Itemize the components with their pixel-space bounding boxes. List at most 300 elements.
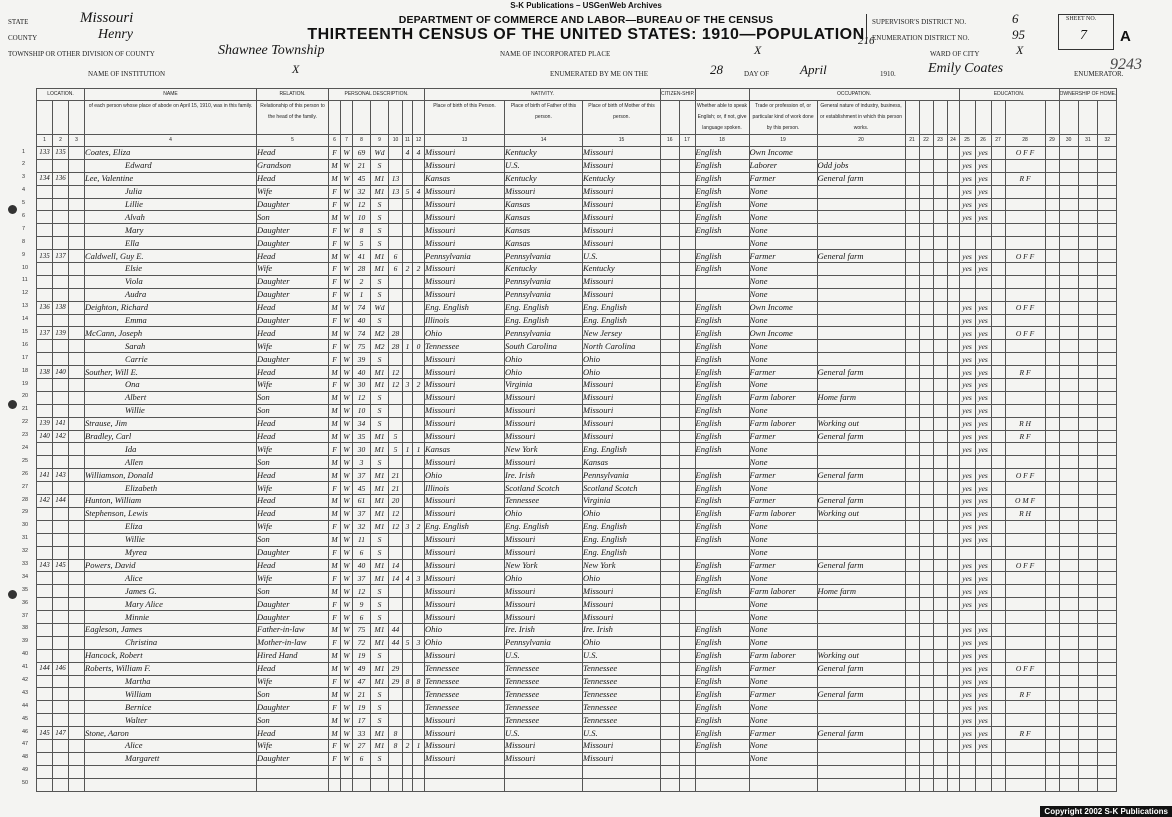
school-cell: [991, 327, 1005, 340]
col-32-cell: [1098, 701, 1117, 714]
age-cell: 49: [353, 662, 371, 675]
age-cell: 11: [353, 533, 371, 546]
mother-birthplace-cell: Tennessee: [583, 675, 661, 688]
col-31-cell: [1078, 327, 1097, 340]
family-number-cell: [53, 611, 69, 624]
school-cell: [991, 765, 1005, 778]
children-born-cell: 3: [403, 520, 413, 533]
col-31-cell: [1078, 546, 1097, 559]
col-24-cell: [947, 778, 959, 791]
can-read-cell: [959, 752, 975, 765]
dwelling-number-cell: [37, 391, 53, 404]
children-born-cell: 1: [403, 443, 413, 456]
marital-status-cell: S: [371, 391, 389, 404]
can-write-cell: yes: [975, 662, 991, 675]
marital-status-cell: M1: [371, 623, 389, 636]
industry-cell: [817, 211, 905, 224]
can-read-cell: yes: [959, 353, 975, 366]
col-24-cell: [947, 198, 959, 211]
trade-cell: None: [749, 275, 817, 288]
person-name-cell: Stephenson, Lewis: [85, 507, 257, 520]
language-cell: English: [695, 340, 749, 353]
children-living-cell: [413, 507, 425, 520]
years-married-cell: [389, 765, 403, 778]
naturalization-cell: [679, 546, 695, 559]
children-born-cell: 8: [403, 675, 413, 688]
language-cell: English: [695, 688, 749, 701]
age-cell: 32: [353, 520, 371, 533]
line-number: 35: [22, 586, 29, 593]
family-number-cell: 136: [53, 172, 69, 185]
employer-cell: [905, 546, 919, 559]
industry-cell: General farm: [817, 430, 905, 443]
age-cell: 75: [353, 623, 371, 636]
can-write-cell: yes: [975, 559, 991, 572]
family-number-cell: 138: [53, 301, 69, 314]
children-born-cell: [403, 159, 413, 172]
years-married-cell: [389, 546, 403, 559]
home-tenure-cell: R H: [1005, 417, 1045, 430]
col-29-cell: [1045, 198, 1059, 211]
naturalization-cell: [679, 379, 695, 392]
col-24-cell: [947, 662, 959, 675]
line-number: 45: [22, 715, 29, 722]
children-born-cell: [403, 585, 413, 598]
can-write-cell: [975, 224, 991, 237]
col-32-cell: [1098, 353, 1117, 366]
col-32-cell: [1098, 430, 1117, 443]
industry-cell: [817, 301, 905, 314]
col-32-cell: [1098, 237, 1117, 250]
race-cell: W: [341, 404, 353, 417]
line-number: 21: [22, 406, 29, 413]
state-value: Missouri: [80, 10, 134, 26]
language-cell: English: [695, 559, 749, 572]
person-name-cell: Roberts, William F.: [85, 662, 257, 675]
person-name-cell: Sarah: [85, 340, 257, 353]
out-of-work-cell: [919, 147, 933, 160]
immigration-year-cell: [661, 456, 680, 469]
dwelling-number-cell: [37, 482, 53, 495]
street-cell: [69, 714, 85, 727]
mother-birthplace-cell: Missouri: [583, 611, 661, 624]
col-30-cell: [1059, 159, 1078, 172]
employer-cell: [905, 623, 919, 636]
employer-cell: [905, 327, 919, 340]
sex-cell: M: [329, 662, 341, 675]
language-cell: [695, 611, 749, 624]
weeks-out-cell: [933, 198, 947, 211]
can-read-cell: yes: [959, 404, 975, 417]
can-read-cell: yes: [959, 250, 975, 263]
years-married-cell: 29: [389, 675, 403, 688]
dwelling-number-cell: [37, 456, 53, 469]
employer-cell: [905, 237, 919, 250]
institution-mark: X: [292, 62, 300, 76]
mother-birthplace-cell: [583, 765, 661, 778]
industry-cell: [817, 765, 905, 778]
col-31-cell: [1078, 623, 1097, 636]
col-29-cell: [1045, 314, 1059, 327]
years-married-cell: 29: [389, 662, 403, 675]
race-cell: W: [341, 559, 353, 572]
school-cell: [991, 185, 1005, 198]
age-cell: 1: [353, 288, 371, 301]
years-married-cell: [389, 752, 403, 765]
col-24-cell: [947, 211, 959, 224]
years-married-cell: [389, 275, 403, 288]
can-read-cell: [959, 288, 975, 301]
mother-birthplace-cell: Missouri: [583, 288, 661, 301]
immigration-year-cell: [661, 520, 680, 533]
out-of-work-cell: [919, 237, 933, 250]
family-number-cell: [53, 159, 69, 172]
person-name-cell: McCann, Joseph: [85, 327, 257, 340]
col-32-cell: [1098, 714, 1117, 727]
col-29-cell: [1045, 533, 1059, 546]
children-living-cell: [413, 198, 425, 211]
marital-status-cell: M1: [371, 675, 389, 688]
family-number-cell: 144: [53, 495, 69, 508]
age-cell: 19: [353, 649, 371, 662]
column-number: 3: [69, 135, 85, 147]
col-32-cell: [1098, 391, 1117, 404]
employer-cell: [905, 391, 919, 404]
language-cell: English: [695, 211, 749, 224]
can-write-cell: yes: [975, 649, 991, 662]
immigration-year-cell: [661, 250, 680, 263]
birthplace-cell: Missouri: [425, 598, 505, 611]
employer-cell: [905, 301, 919, 314]
col-29-cell: [1045, 611, 1059, 624]
column-number: 24: [947, 135, 959, 147]
can-read-cell: [959, 611, 975, 624]
line-number: 40: [22, 651, 29, 658]
employer-cell: [905, 198, 919, 211]
col-29-cell: [1045, 585, 1059, 598]
mother-birthplace-cell: Missouri: [583, 379, 661, 392]
weeks-out-cell: [933, 379, 947, 392]
father-birthplace-cell: Tennessee: [505, 662, 583, 675]
naturalization-cell: [679, 263, 695, 276]
weeks-out-cell: [933, 585, 947, 598]
home-tenure-cell: O F F: [1005, 250, 1045, 263]
school-cell: [991, 224, 1005, 237]
col-32-cell: [1098, 533, 1117, 546]
street-cell: [69, 391, 85, 404]
school-cell: [991, 520, 1005, 533]
col-31-cell: [1078, 172, 1097, 185]
naturalization-cell: [679, 701, 695, 714]
trade-cell: Laborer: [749, 159, 817, 172]
col-31-cell: [1078, 752, 1097, 765]
out-of-work-cell: [919, 495, 933, 508]
children-living-cell: [413, 275, 425, 288]
col-32-cell: [1098, 469, 1117, 482]
immigration-year-cell: [661, 739, 680, 752]
employer-cell: [905, 147, 919, 160]
sex-cell: M: [329, 533, 341, 546]
home-tenure-cell: [1005, 611, 1045, 624]
years-married-cell: 28: [389, 340, 403, 353]
table-row: [37, 288, 1117, 301]
years-married-cell: 14: [389, 559, 403, 572]
years-married-cell: [389, 649, 403, 662]
birthplace-cell: [425, 778, 505, 791]
department-heading: DEPARTMENT OF COMMERCE AND LABOR—BUREAU OF THE CENSUS: [398, 14, 774, 26]
line-number: 17: [22, 354, 29, 361]
mother-birthplace-cell: Eng. English: [583, 520, 661, 533]
can-read-cell: yes: [959, 482, 975, 495]
person-name-cell: Lillie: [85, 198, 257, 211]
enumeration-label: ENUMERATION DISTRICT NO.: [872, 34, 970, 42]
col-24-cell: [947, 301, 959, 314]
can-write-cell: yes: [975, 533, 991, 546]
years-married-cell: 6: [389, 250, 403, 263]
family-number-cell: [53, 688, 69, 701]
col-24-cell: [947, 456, 959, 469]
col-24-cell: [947, 649, 959, 662]
out-of-work-cell: [919, 546, 933, 559]
marital-status-cell: M2: [371, 327, 389, 340]
can-read-cell: [959, 456, 975, 469]
col-30-cell: [1059, 546, 1078, 559]
can-write-cell: yes: [975, 340, 991, 353]
col-30-cell: [1059, 714, 1078, 727]
person-name-cell: Emma: [85, 314, 257, 327]
home-tenure-cell: O F F: [1005, 469, 1045, 482]
marital-status-cell: M1: [371, 172, 389, 185]
father-birthplace-cell: Tennessee: [505, 714, 583, 727]
marital-status-cell: Wd: [371, 147, 389, 160]
employer-cell: [905, 288, 919, 301]
naturalization-cell: [679, 443, 695, 456]
trade-cell: None: [749, 598, 817, 611]
can-write-cell: [975, 778, 991, 791]
table-row: [37, 211, 1117, 224]
sex-cell: [329, 765, 341, 778]
dwelling-number-cell: [37, 288, 53, 301]
dwelling-number-cell: [37, 211, 53, 224]
can-write-cell: yes: [975, 714, 991, 727]
children-living-cell: [413, 649, 425, 662]
industry-cell: [817, 327, 905, 340]
street-cell: [69, 546, 85, 559]
relation-cell: Daughter: [257, 701, 329, 714]
sex-cell: M: [329, 727, 341, 740]
person-name-cell: Williamson, Donald: [85, 469, 257, 482]
out-of-work-cell: [919, 353, 933, 366]
col-30-cell: [1059, 636, 1078, 649]
marital-status-cell: S: [371, 714, 389, 727]
race-cell: W: [341, 546, 353, 559]
line-number: 6: [22, 212, 26, 219]
birthplace-cell: Missouri: [425, 353, 505, 366]
language-cell: English: [695, 417, 749, 430]
age-cell: 6: [353, 611, 371, 624]
language-cell: English: [695, 404, 749, 417]
naturalization-cell: [679, 752, 695, 765]
children-living-cell: 4: [413, 147, 425, 160]
street-cell: [69, 636, 85, 649]
employer-cell: [905, 404, 919, 417]
col-30-cell: [1059, 353, 1078, 366]
col-31-cell: [1078, 778, 1097, 791]
col-30-cell: [1059, 211, 1078, 224]
person-name-cell: Powers, David: [85, 559, 257, 572]
street-cell: [69, 520, 85, 533]
table-row: [37, 250, 1117, 263]
person-name-cell: Bradley, Carl: [85, 430, 257, 443]
out-of-work-cell: [919, 469, 933, 482]
birthplace-cell: Ohio: [425, 623, 505, 636]
column-number: 19: [749, 135, 817, 147]
employer-cell: [905, 649, 919, 662]
can-write-cell: [975, 765, 991, 778]
marital-status-cell: M2: [371, 340, 389, 353]
can-read-cell: yes: [959, 649, 975, 662]
naturalization-cell: [679, 533, 695, 546]
naturalization-cell: [679, 417, 695, 430]
birthplace-cell: Missouri: [425, 185, 505, 198]
col-24-cell: [947, 688, 959, 701]
marital-status-cell: S: [371, 752, 389, 765]
col-29-cell: [1045, 159, 1059, 172]
mother-birthplace-cell: Missouri: [583, 752, 661, 765]
relation-cell: Wife: [257, 263, 329, 276]
children-living-cell: [413, 662, 425, 675]
family-number-cell: [53, 263, 69, 276]
col-29-cell: [1045, 675, 1059, 688]
immigration-year-cell: [661, 649, 680, 662]
can-read-cell: [959, 546, 975, 559]
marital-status-cell: M1: [371, 520, 389, 533]
table-row: [37, 572, 1117, 585]
line-number: 36: [22, 599, 29, 606]
dwelling-number-cell: [37, 159, 53, 172]
enumerated-day: 28: [710, 62, 723, 77]
age-cell: 10: [353, 404, 371, 417]
sex-cell: M: [329, 507, 341, 520]
can-read-cell: yes: [959, 198, 975, 211]
language-cell: English: [695, 495, 749, 508]
industry-cell: Odd jobs: [817, 159, 905, 172]
home-tenure-cell: [1005, 443, 1045, 456]
dwelling-number-cell: [37, 314, 53, 327]
naturalization-cell: [679, 404, 695, 417]
table-row: [37, 185, 1117, 198]
relation-cell: Wife: [257, 675, 329, 688]
school-cell: [991, 778, 1005, 791]
industry-cell: [817, 572, 905, 585]
marital-status-cell: M1: [371, 263, 389, 276]
person-name-cell: Hunton, William: [85, 495, 257, 508]
relation-cell: Wife: [257, 572, 329, 585]
home-tenure-cell: [1005, 520, 1045, 533]
col-32-cell: [1098, 301, 1117, 314]
father-birthplace-cell: Kansas: [505, 198, 583, 211]
col-32-cell: [1098, 250, 1117, 263]
mother-birthplace-cell: Missouri: [583, 739, 661, 752]
street-cell: [69, 507, 85, 520]
col-30-cell: [1059, 727, 1078, 740]
years-married-cell: [389, 688, 403, 701]
naturalization-cell: [679, 559, 695, 572]
out-of-work-cell: [919, 314, 933, 327]
employer-cell: [905, 662, 919, 675]
years-married-cell: [389, 778, 403, 791]
home-tenure-cell: [1005, 404, 1045, 417]
race-cell: W: [341, 520, 353, 533]
language-cell: [695, 456, 749, 469]
race-cell: W: [341, 159, 353, 172]
col-30-cell: [1059, 765, 1078, 778]
home-tenure-cell: [1005, 379, 1045, 392]
person-name-cell: Willie: [85, 404, 257, 417]
father-birthplace-cell: Virginia: [505, 379, 583, 392]
school-cell: [991, 340, 1005, 353]
mother-birthplace-cell: North Carolina: [583, 340, 661, 353]
marital-status-cell: S: [371, 417, 389, 430]
trade-cell: None: [749, 340, 817, 353]
marital-status-cell: S: [371, 353, 389, 366]
naturalization-cell: [679, 765, 695, 778]
industry-cell: General farm: [817, 559, 905, 572]
children-born-cell: 2: [403, 739, 413, 752]
years-married-cell: 5: [389, 430, 403, 443]
age-cell: 72: [353, 636, 371, 649]
col-30-cell: [1059, 250, 1078, 263]
out-of-work-cell: [919, 301, 933, 314]
industry-cell: [817, 533, 905, 546]
trade-cell: [749, 765, 817, 778]
home-tenure-cell: [1005, 288, 1045, 301]
col-32-cell: [1098, 443, 1117, 456]
family-number-cell: [53, 701, 69, 714]
father-birthplace-cell: Kansas: [505, 224, 583, 237]
children-living-cell: [413, 159, 425, 172]
table-row: [37, 417, 1117, 430]
column-number: 8: [353, 135, 371, 147]
person-name-cell: Eliza: [85, 520, 257, 533]
immigration-year-cell: [661, 533, 680, 546]
col-30-cell: [1059, 778, 1078, 791]
race-cell: W: [341, 714, 353, 727]
table-row: [37, 611, 1117, 624]
children-living-cell: 3: [413, 636, 425, 649]
col-29-cell: [1045, 237, 1059, 250]
weeks-out-cell: [933, 662, 947, 675]
children-living-cell: 0: [413, 340, 425, 353]
naturalization-cell: [679, 147, 695, 160]
employer-cell: [905, 379, 919, 392]
dwelling-number-cell: [37, 198, 53, 211]
col-24-cell: [947, 263, 959, 276]
naturalization-cell: [679, 224, 695, 237]
birthplace-cell: Eng. English: [425, 520, 505, 533]
birthplace-cell: Missouri: [425, 391, 505, 404]
children-living-cell: [413, 688, 425, 701]
race-cell: W: [341, 211, 353, 224]
street-cell: [69, 778, 85, 791]
dwelling-number-cell: [37, 675, 53, 688]
weeks-out-cell: [933, 275, 947, 288]
trade-cell: Farm laborer: [749, 649, 817, 662]
mother-birthplace-cell: Kansas: [583, 456, 661, 469]
employer-cell: [905, 778, 919, 791]
trade-cell: None: [749, 198, 817, 211]
home-tenure-cell: [1005, 237, 1045, 250]
